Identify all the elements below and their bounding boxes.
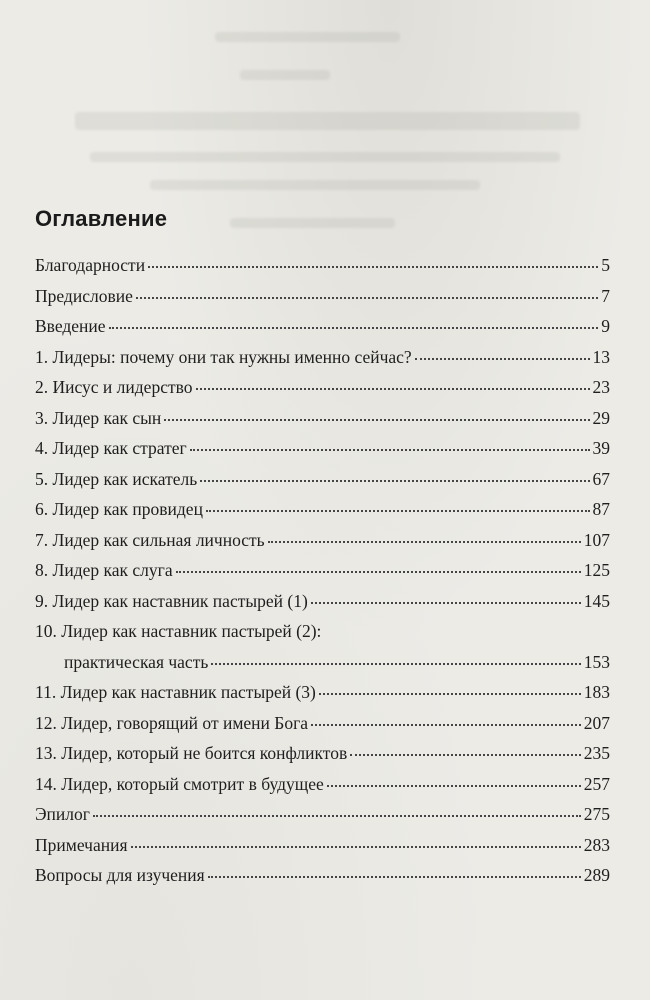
toc-entry[interactable]	[35, 864, 610, 895]
dot-leader	[148, 266, 598, 268]
dot-leader	[319, 693, 581, 695]
toc-entry-page: 7	[601, 285, 610, 306]
toc-entry-page: 207	[583, 712, 610, 733]
dot-leader	[136, 297, 598, 299]
toc-entry-title: 6. Лидер как провидец	[35, 499, 203, 519]
toc-entry-title: Примечания	[35, 834, 128, 855]
toc-entry[interactable]	[35, 376, 610, 407]
toc-entry[interactable]	[35, 620, 610, 681]
toc-entry-title: Благодарности	[35, 255, 146, 275]
dot-leader	[196, 388, 590, 390]
toc-entry[interactable]	[35, 773, 610, 804]
dot-leader	[190, 449, 590, 451]
toc-entry-title: 13. Лидер, который не боится конфликтов	[35, 743, 348, 763]
toc-entry-title: 1. Лидеры: почему они так нужны именно сейчас?	[35, 346, 412, 367]
toc-entry[interactable]	[35, 559, 610, 590]
toc-entry[interactable]	[35, 468, 610, 499]
dot-leader	[211, 663, 580, 665]
dot-leader	[350, 754, 581, 756]
toc-entry-title: 14. Лидер, который смотрит в будущее	[35, 773, 324, 794]
toc-entry-title: 10. Лидер как наставник пастырей (2):	[35, 621, 322, 641]
dot-leader	[93, 815, 581, 817]
toc-entry-page: 235	[583, 743, 610, 763]
toc-entry-page: 23	[592, 377, 610, 397]
dot-leader	[311, 602, 581, 604]
toc-entry-page: 153	[583, 651, 610, 672]
toc-entry[interactable]	[35, 712, 610, 743]
toc-entry-page: 289	[583, 865, 610, 885]
toc-entry[interactable]	[35, 315, 610, 346]
toc-entry-title: 2. Иисус и лидерство	[35, 377, 193, 397]
dot-leader	[200, 480, 589, 482]
toc-entry[interactable]	[35, 681, 610, 712]
toc-entry[interactable]	[35, 285, 610, 316]
toc-entry-page: 283	[583, 834, 610, 855]
dot-leader	[208, 876, 581, 878]
dot-leader	[327, 785, 581, 787]
toc-entry-title: 5. Лидер как искатель	[35, 468, 198, 489]
toc-entry-page: 67	[592, 468, 610, 489]
toc-entry[interactable]	[35, 803, 610, 834]
table-of-contents	[35, 254, 610, 895]
dot-leader	[311, 724, 581, 726]
toc-entry[interactable]	[35, 834, 610, 865]
toc-entry-title: Введение	[35, 316, 106, 336]
dot-leader	[131, 846, 581, 848]
toc-entry-continuation	[35, 651, 610, 682]
toc-entry[interactable]	[35, 742, 610, 773]
toc-entry-title: 3. Лидер как сын	[35, 407, 162, 428]
toc-entry-page: 13	[592, 346, 610, 367]
dot-leader	[415, 358, 590, 360]
toc-entry-title: 8. Лидер как слуга	[35, 560, 173, 580]
toc-entry[interactable]	[35, 254, 610, 285]
toc-entry-title: Вопросы для изучения	[35, 865, 205, 885]
dot-leader	[206, 510, 590, 512]
toc-entry-title: 9. Лидер как наставник пастырей (1)	[35, 590, 308, 611]
dot-leader	[109, 327, 599, 329]
dot-leader	[164, 419, 589, 421]
toc-entry-title: 4. Лидер как стратег	[35, 438, 187, 458]
toc-entry[interactable]	[35, 346, 610, 377]
toc-entry-title: 7. Лидер как сильная личность	[35, 529, 265, 550]
dot-leader	[176, 571, 581, 573]
toc-entry-page: 29	[592, 407, 610, 428]
toc-entry[interactable]	[35, 498, 610, 529]
toc-entry-page: 145	[583, 590, 610, 611]
toc-entry-title: 12. Лидер, говорящий от имени Бога	[35, 712, 309, 733]
toc-entry-page: 5	[601, 255, 610, 275]
toc-entry-title-continuation: практическая часть	[64, 651, 209, 672]
toc-entry-page: 107	[583, 529, 610, 550]
toc-entry[interactable]	[35, 437, 610, 468]
toc-entry-page: 257	[583, 773, 610, 794]
toc-entry-title: 11. Лидер как наставник пастырей (3)	[35, 682, 316, 702]
toc-entry[interactable]	[35, 590, 610, 621]
toc-entry-page: 183	[583, 682, 610, 702]
toc-entry-title: Эпилог	[35, 804, 90, 824]
toc-entry-title: Предисловие	[35, 285, 133, 306]
toc-entry-page: 125	[583, 560, 610, 580]
toc-heading: Оглавление	[35, 206, 168, 231]
toc-entry[interactable]	[35, 407, 610, 438]
toc-entry-page: 39	[592, 438, 610, 458]
toc-entry[interactable]	[35, 529, 610, 560]
toc-entry-page: 9	[601, 316, 610, 336]
dot-leader	[268, 541, 581, 543]
toc-entry-page: 275	[583, 804, 610, 824]
toc-entry-page: 87	[592, 499, 610, 519]
